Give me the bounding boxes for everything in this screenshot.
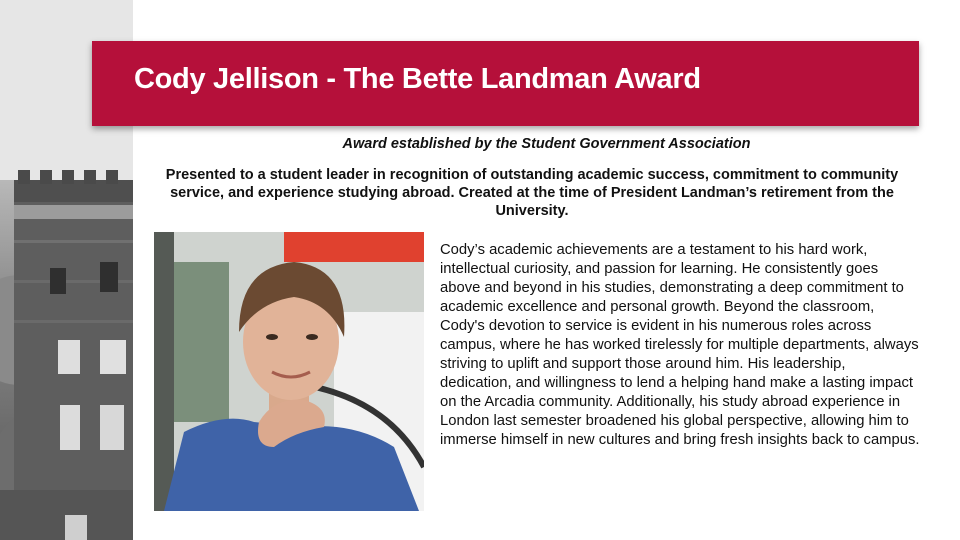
award-description: Presented to a student leader in recognition of outstanding academic success, commitment to community service, and experience studying abroad. Created at the time of President Landman’s retirement from the University.: [165, 167, 899, 219]
student-bio: Cody’s academic achievements are a testament to his hard work, intellectual curiosity, and passion for learning. He consistently goes above and beyond in his studies, demonstrating a deep commitment to academic excellence and personal growth. Beyond the classroom, Cody's devotion to service is evident in his numerous roles across campus, where he has worked tirelessly for multiple departments, always striving to uplift and support those around him. His leadership, dedication, and willingness to lend a helping hand make a lasting impact on the Arcadia community. Additionally, his study abroad experience in London last semester broadened his global perspective, allowing him to immerse himself in new cultures and bring fresh insights back to campus.: [440, 242, 920, 448]
title-banner: [92, 41, 919, 126]
award-subtitle: Award established by the Student Government Association: [342, 136, 751, 152]
slide-title: Cody Jellison - The Bette Landman Award: [134, 63, 701, 95]
student-portrait-photo: [154, 232, 424, 511]
